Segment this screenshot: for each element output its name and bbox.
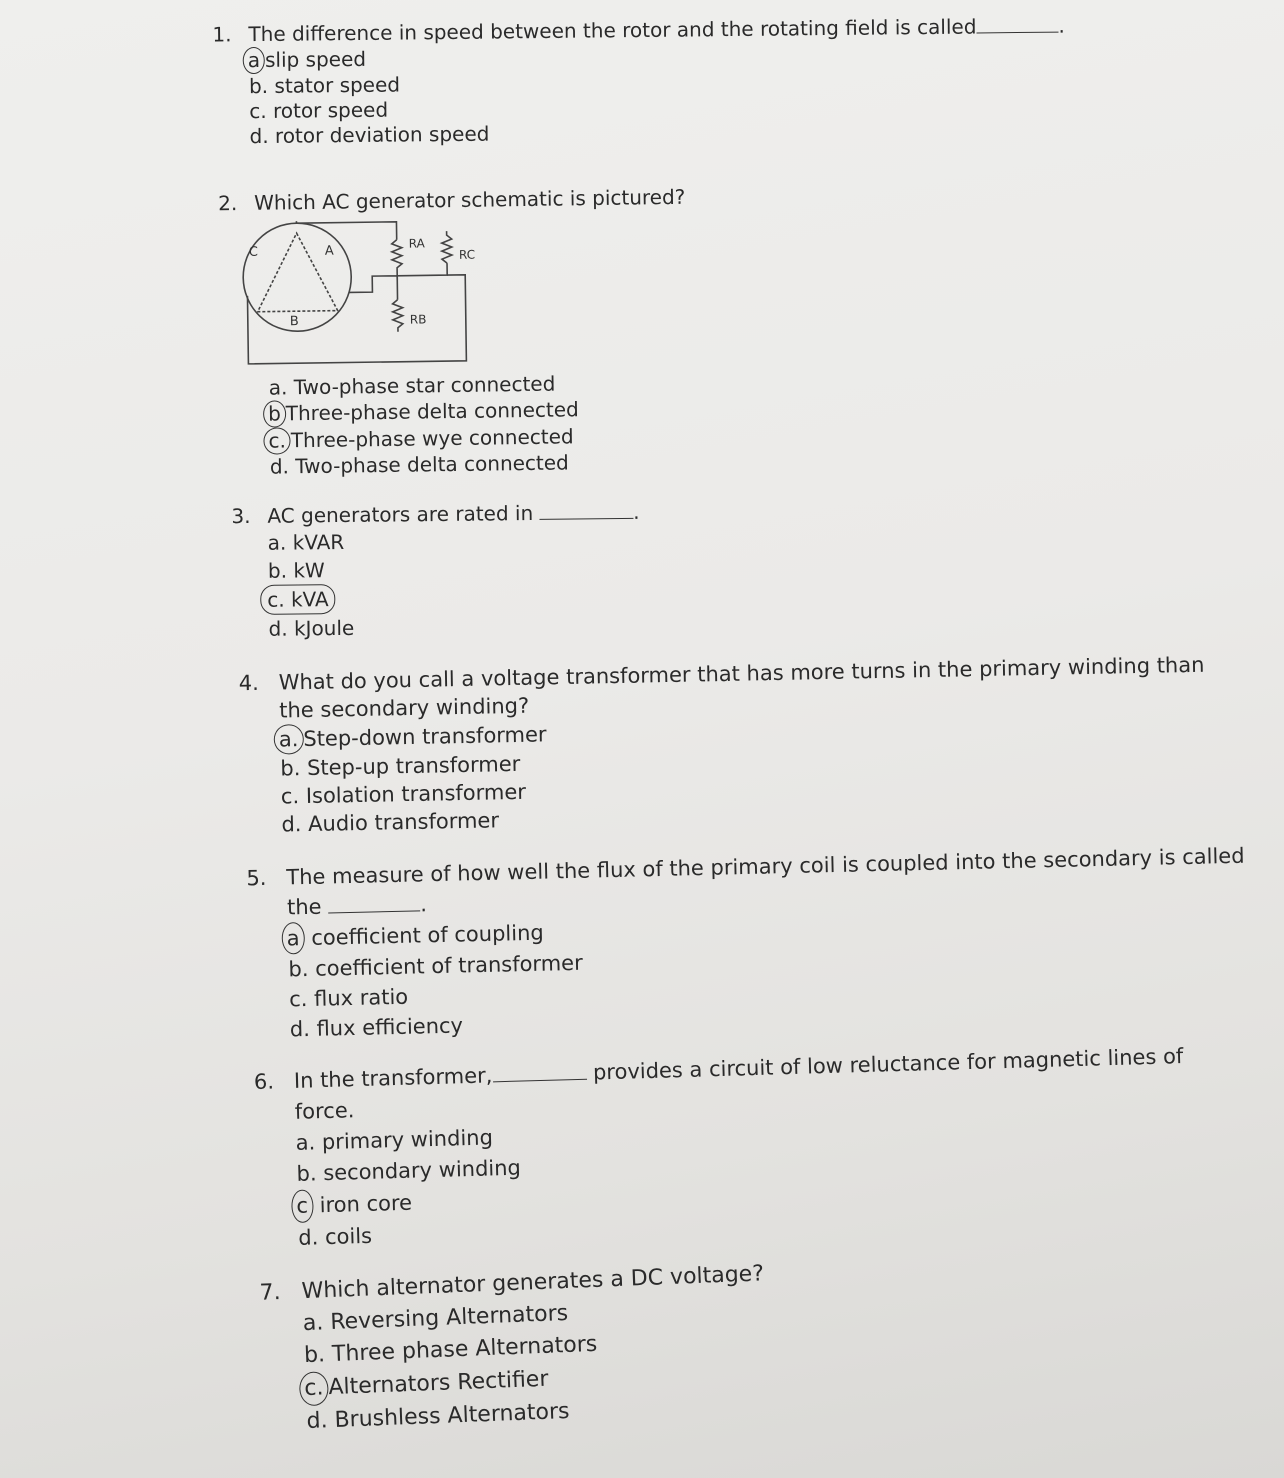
option-b[interactable]: b. Step-up transformer [280,751,521,781]
circled-letter: a [281,922,305,955]
option-text: kW [293,558,325,583]
option-text: coefficient of coupling [311,920,544,950]
question-3 [231,500,641,643]
option-c[interactable] [268,581,640,615]
question-number: 6. [253,1069,275,1095]
option-d[interactable]: d. Brushless Alternators [306,1398,570,1435]
option-text: Step-down transformer [303,722,547,752]
option-b[interactable]: b. Three phase Alternators [303,1331,598,1369]
label-rb: RB [409,312,427,327]
answer-blank [492,1065,586,1083]
generator-schematic [236,218,518,372]
option-text: flux efficiency [316,1013,464,1041]
option-text: Two-phase delta connected [295,450,569,479]
option-text: kJoule [293,615,355,641]
question-number: 4. [238,670,259,696]
option-text: Reversing Alternators [329,1300,569,1336]
question-text: The measure of how well the flux of the primary coil is coupled into the secondary is called the . [286,843,1245,920]
option-b[interactable]: b. kW [267,558,325,583]
circled-letter: a. [274,724,304,755]
question-text: Which AC generator schematic is pictured? [254,184,686,215]
option-text: Brushless Alternators [334,1398,570,1433]
option-d[interactable]: d. kJoule [268,615,355,641]
resistor-ra [392,240,403,280]
circled-letter: b [263,400,286,427]
answer-blank [328,896,420,913]
question-1 [212,14,1066,150]
option-text: coefficient of transformer [314,950,583,981]
option-text: coils [324,1223,373,1250]
question-text: What do you call a voltage transformer that has more turns in the primary winding than the secondary winding? [278,652,1205,723]
option-list [302,1290,769,1438]
label-rc: RC [458,247,476,262]
option-list [249,39,1066,150]
option-text: rotor speed [272,97,389,123]
option-text: slip speed [264,46,367,72]
wire-top [296,218,396,241]
question-7 [259,1258,769,1439]
option-d[interactable]: d. coils [298,1223,373,1250]
label-b: B [289,314,299,330]
question-number: 3. [231,503,251,529]
option-text: kVAR [292,529,345,555]
option-text: secondary winding [322,1155,522,1186]
option-a[interactable]: a. Reversing Alternators [302,1300,569,1337]
option-text: Audio transformer [307,808,500,836]
answer-blank [539,504,633,520]
question-number: 2. [218,191,238,216]
resistor-rc [442,231,452,263]
option-text: rotor deviation speed [274,121,490,148]
option-b[interactable]: b. secondary winding [296,1155,522,1186]
option-d[interactable]: d. Two-phase delta connected [269,450,569,479]
option-text: Three-phase wye connected [290,424,574,453]
option-text: kVA [290,587,329,612]
option-d[interactable]: d. Audio transformer [281,808,500,837]
option-b[interactable]: b. coefficient of transformer [288,950,583,982]
option-text: iron core [319,1190,413,1218]
option-d[interactable]: d. flux efficiency [289,1013,464,1042]
question-text: In the transformer, provides a circuit of low reluctance for magnetic lines of force. [293,1044,1184,1124]
option-text: Three-phase delta connected [285,397,579,426]
option-a[interactable]: a. primary winding [295,1125,494,1155]
circled-letter: c. [263,427,291,454]
question-number: 1. [212,22,232,47]
question-2 [218,185,689,480]
label-c: C [248,244,259,260]
option-c[interactable]: c. flux ratio [288,984,409,1012]
option-list [295,1103,1188,1254]
resistor-rb [393,300,403,332]
option-text: stator speed [274,72,401,98]
question-text: Which alternator generates a DC voltage? [301,1261,765,1305]
circled-letter: a [243,47,266,74]
option-text: Step-up transformer [306,751,521,780]
question-text: AC generators are rated in . [267,499,640,528]
option-list [287,901,1248,1045]
question-text: The difference in speed between the rotor and the rotating field is called . [248,13,1065,47]
option-a[interactable]: a. Two-phase star connected [268,371,556,400]
wire-mid [349,263,447,300]
option-list [269,370,690,480]
option-text: primary winding [321,1125,494,1155]
option-list [268,525,641,643]
label-a: A [324,243,334,259]
option-text: Three phase Alternators [331,1331,598,1367]
question-stem [218,185,686,217]
answer-blank [976,18,1058,34]
question-stem [231,500,639,529]
question-4 [238,651,1207,840]
option-b[interactable]: b. stator speed [248,72,401,99]
circled-option: c. kVA [260,584,336,615]
circled-letter: c. [299,1371,329,1406]
question-number: 7. [259,1279,282,1306]
label-ra: RA [408,236,425,251]
option-text: Two-phase star connected [293,371,556,400]
question-5 [246,841,1248,1046]
wire-bottom [247,275,466,364]
option-c[interactable]: c. rotor speed [249,97,389,124]
option-a[interactable]: a. kVAR [267,529,345,555]
option-text: flux ratio [313,984,409,1011]
option-c[interactable]: c. Isolation transformer [280,779,527,809]
circled-letter: c [291,1189,313,1223]
question-6 [254,1041,1189,1255]
option-text: Alternators Rectifier [327,1366,549,1401]
option-list [280,707,1208,839]
option-d[interactable]: d. rotor deviation speed [249,121,490,149]
question-number: 5. [246,865,267,891]
option-text: Isolation transformer [305,779,527,809]
